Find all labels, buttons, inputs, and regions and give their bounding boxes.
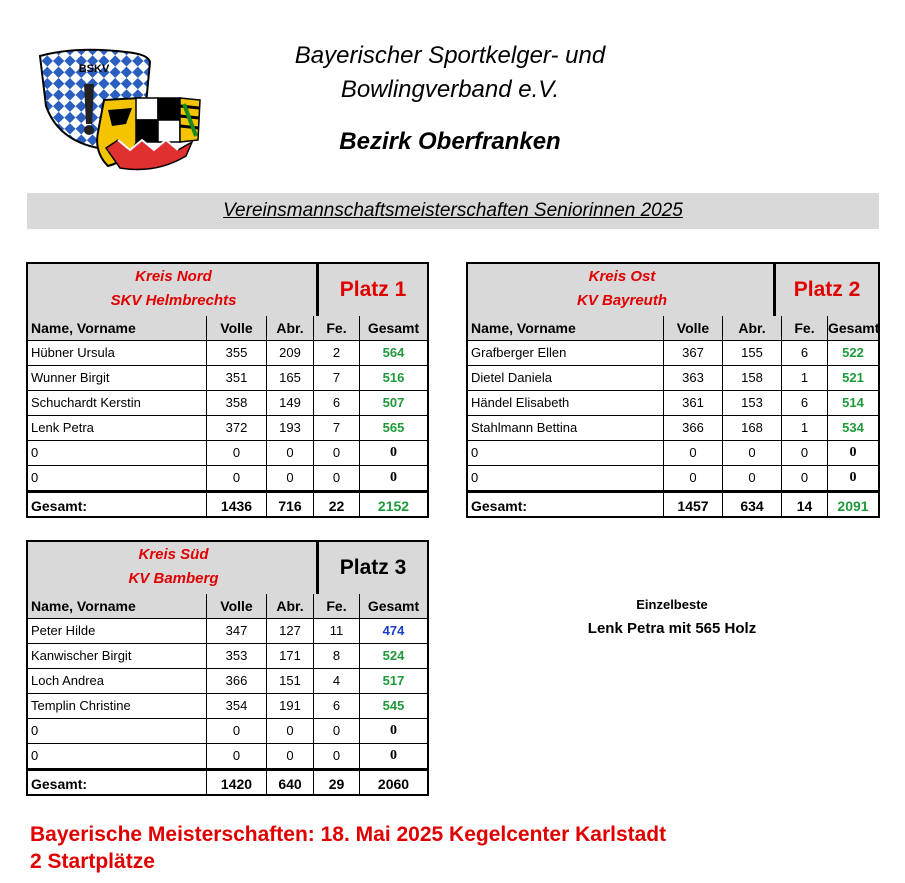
total-gesamt: 2091 (827, 493, 878, 518)
volle-value: 0 (206, 719, 266, 743)
abr-value: 158 (722, 366, 781, 390)
fe-value: 7 (313, 416, 359, 440)
player-name: 0 (471, 445, 479, 460)
abr-value: 193 (266, 416, 313, 440)
player-row (28, 391, 427, 416)
abr-value: 0 (266, 441, 313, 465)
total-row (28, 491, 427, 518)
results-grid (28, 594, 427, 796)
total-fe: 22 (313, 493, 359, 518)
abr-value: 149 (266, 391, 313, 415)
abr-column-header: Abr. (266, 316, 313, 340)
name-column-header: Name, Vorname (31, 598, 136, 614)
abr-value: 153 (722, 391, 781, 415)
fe-value: 6 (781, 391, 827, 415)
volle-column-header: Volle (663, 316, 722, 340)
total-abr: 716 (266, 493, 313, 518)
region-name: Kreis Nord (135, 268, 212, 285)
team-table-3 (26, 540, 429, 796)
fe-value: 0 (313, 719, 359, 743)
gesamt-value: 534 (827, 416, 878, 440)
player-row (468, 341, 878, 366)
team-table-1 (26, 262, 429, 518)
player-name: Dietel Daniela (471, 370, 552, 385)
volle-value: 355 (206, 341, 266, 365)
volle-value: 347 (206, 619, 266, 643)
volle-value: 0 (206, 744, 266, 768)
player-row (468, 416, 878, 441)
district-title: Bezirk Oberfranken (339, 128, 561, 155)
player-name: Loch Andrea (31, 673, 105, 688)
abr-value: 151 (266, 669, 313, 693)
gesamt-value: 564 (359, 341, 427, 365)
player-row (28, 466, 427, 491)
player-row (28, 719, 427, 744)
total-fe: 29 (313, 771, 359, 796)
player-row (28, 416, 427, 441)
volle-value: 361 (663, 391, 722, 415)
player-name: Lenk Petra (31, 420, 94, 435)
volle-value: 372 (206, 416, 266, 440)
gesamt-value: 514 (827, 391, 878, 415)
abr-value: 0 (266, 719, 313, 743)
total-label: Gesamt: (31, 776, 88, 792)
fe-value: 11 (313, 619, 359, 643)
player-row (28, 669, 427, 694)
total-volle: 1436 (206, 493, 266, 518)
gesamt-value: 0 (359, 719, 427, 743)
abr-value: 0 (722, 441, 781, 465)
logo-letters: BSKV (78, 63, 110, 75)
player-name: Stahlmann Bettina (471, 420, 578, 435)
org-title-line2: Bowlingverband e.V. (340, 76, 560, 103)
region-name: Kreis Süd (138, 546, 209, 563)
results-grid (28, 316, 427, 518)
gesamt-value: 0 (827, 466, 878, 490)
abr-value: 171 (266, 644, 313, 668)
player-row (28, 744, 427, 769)
volle-value: 358 (206, 391, 266, 415)
placement-label: Platz 2 (773, 264, 878, 316)
volle-value: 366 (206, 669, 266, 693)
volle-value: 354 (206, 694, 266, 718)
gesamt-value: 545 (359, 694, 427, 718)
abr-value: 209 (266, 341, 313, 365)
gesamt-value: 474 (359, 619, 427, 643)
player-name: 0 (31, 470, 39, 485)
competition-banner: Vereinsmannschaftsmeisterschaften Seniorinnen 2025 (27, 193, 879, 229)
player-name: Kanwischer Birgit (31, 648, 132, 663)
gesamt-value: 516 (359, 366, 427, 390)
fe-column-header: Fe. (313, 316, 359, 340)
gesamt-value: 522 (827, 341, 878, 365)
player-row (468, 441, 878, 466)
volle-value: 0 (206, 466, 266, 490)
fe-value: 6 (313, 694, 359, 718)
gesamt-value: 524 (359, 644, 427, 668)
fe-value: 0 (781, 441, 827, 465)
abr-column-header: Abr. (266, 594, 313, 618)
volle-value: 0 (206, 441, 266, 465)
name-column-header: Name, Vorname (31, 320, 136, 336)
fe-value: 2 (313, 341, 359, 365)
fe-value: 8 (313, 644, 359, 668)
player-name: 0 (31, 748, 39, 763)
column-header-row (468, 316, 878, 341)
team-header (468, 264, 878, 318)
total-row (28, 769, 427, 796)
org-title-line1: Bayerischer Sportkelger- und (294, 42, 606, 69)
player-row (28, 441, 427, 466)
best-player-text: Lenk Petra mit 565 Holz (587, 620, 757, 637)
player-name: Hübner Ursula (31, 345, 115, 360)
player-row (28, 366, 427, 391)
gesamt-value: 0 (359, 466, 427, 490)
abr-value: 0 (266, 744, 313, 768)
volle-value: 363 (663, 366, 722, 390)
total-gesamt: 2152 (359, 493, 427, 518)
gesamt-value: 565 (359, 416, 427, 440)
total-gesamt: 2060 (359, 771, 427, 796)
fe-value: 4 (313, 669, 359, 693)
placement-label: Platz 3 (316, 542, 427, 594)
bskv-logo (36, 44, 202, 174)
club-label (28, 542, 319, 594)
total-abr: 634 (722, 493, 781, 518)
fe-value: 1 (781, 416, 827, 440)
team-header (28, 542, 427, 596)
player-row (28, 619, 427, 644)
fe-column-header: Fe. (313, 594, 359, 618)
volle-value: 367 (663, 341, 722, 365)
gesamt-value: 517 (359, 669, 427, 693)
player-name: 0 (31, 445, 39, 460)
fe-value: 6 (313, 391, 359, 415)
gesamt-column-header: Gesamt (359, 316, 427, 340)
club-name: KV Bamberg (128, 570, 219, 587)
placement-label: Platz 1 (316, 264, 427, 316)
total-abr: 640 (266, 771, 313, 796)
region-name: Kreis Ost (588, 268, 656, 285)
footer-line2: 2 Startplätze (30, 850, 155, 873)
player-row (28, 341, 427, 366)
player-row (28, 694, 427, 719)
player-name: 0 (31, 723, 39, 738)
total-fe: 14 (781, 493, 827, 518)
footer-line1: Bayerische Meisterschaften: 18. Mai 2025 Kegelcenter Karlstadt (30, 823, 667, 846)
volle-column-header: Volle (206, 594, 266, 618)
player-name: Schuchardt Kerstin (31, 395, 141, 410)
volle-value: 0 (663, 441, 722, 465)
gesamt-value: 0 (359, 441, 427, 465)
total-label: Gesamt: (471, 498, 528, 514)
club-name: SKV Helmbrechts (110, 292, 237, 309)
fe-column-header: Fe. (781, 316, 827, 340)
volle-value: 351 (206, 366, 266, 390)
abr-column-header: Abr. (722, 316, 781, 340)
best-player-title: Einzelbeste (636, 597, 708, 612)
column-header-row (28, 316, 427, 341)
fe-value: 0 (313, 744, 359, 768)
club-label (468, 264, 776, 316)
total-volle: 1457 (663, 493, 722, 518)
total-row (468, 491, 878, 518)
abr-value: 0 (722, 466, 781, 490)
player-name: Händel Elisabeth (471, 395, 570, 410)
team-table-2 (466, 262, 880, 518)
abr-value: 165 (266, 366, 313, 390)
volle-value: 366 (663, 416, 722, 440)
fe-value: 0 (781, 466, 827, 490)
abr-value: 168 (722, 416, 781, 440)
player-row (468, 391, 878, 416)
club-label (28, 264, 319, 316)
results-grid (468, 316, 878, 518)
team-header (28, 264, 427, 318)
player-name: Wunner Birgit (31, 370, 110, 385)
player-row (28, 644, 427, 669)
gesamt-value: 507 (359, 391, 427, 415)
abr-value: 0 (266, 466, 313, 490)
club-name: KV Bayreuth (576, 292, 668, 309)
fe-value: 1 (781, 366, 827, 390)
player-name: Templin Christine (31, 698, 131, 713)
total-volle: 1420 (206, 771, 266, 796)
gesamt-column-header: Gesamt (359, 594, 427, 618)
gesamt-value: 0 (827, 441, 878, 465)
gesamt-column-header: Gesamt (827, 316, 878, 340)
volle-value: 0 (663, 466, 722, 490)
abr-value: 191 (266, 694, 313, 718)
abr-value: 155 (722, 341, 781, 365)
player-name: 0 (471, 470, 479, 485)
fe-value: 6 (781, 341, 827, 365)
column-header-row (28, 594, 427, 619)
fe-value: 0 (313, 441, 359, 465)
player-row (468, 366, 878, 391)
gesamt-value: 521 (827, 366, 878, 390)
abr-value: 127 (266, 619, 313, 643)
total-label: Gesamt: (31, 498, 88, 514)
player-name: Grafberger Ellen (471, 345, 567, 360)
fe-value: 7 (313, 366, 359, 390)
name-column-header: Name, Vorname (471, 320, 576, 336)
player-row (468, 466, 878, 491)
gesamt-value: 0 (359, 744, 427, 768)
fe-value: 0 (313, 466, 359, 490)
volle-column-header: Volle (206, 316, 266, 340)
volle-value: 353 (206, 644, 266, 668)
player-name: Peter Hilde (31, 623, 96, 638)
